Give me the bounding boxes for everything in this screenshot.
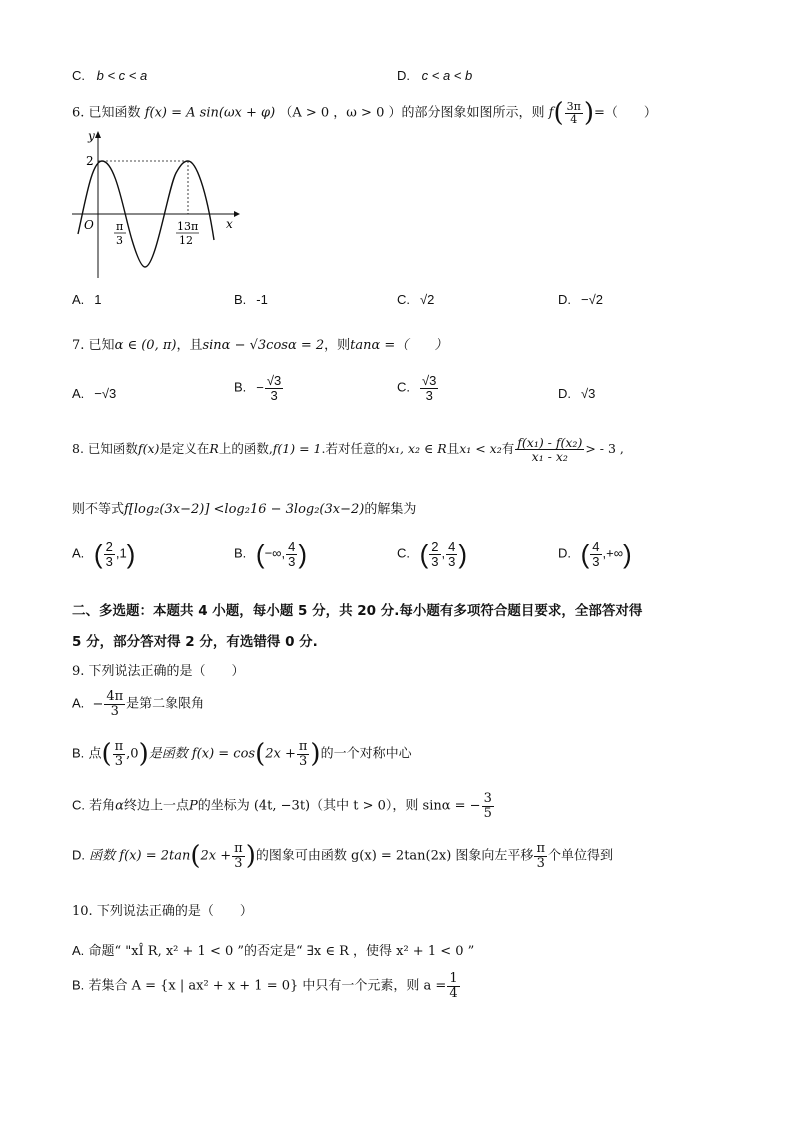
option-label: A.: [72, 695, 85, 711]
stem-text: 的解集为: [364, 502, 417, 517]
q7-option-a: [72, 386, 116, 401]
condition-text: （A > 0 ，ω > 0 ）的部分图象如图所示，则: [279, 105, 545, 121]
x-axis-label: x: [226, 217, 233, 231]
q9-stem: [72, 660, 245, 679]
stem-text: 下列说法正确的是（ ）: [88, 664, 245, 679]
option-denominator: 3: [105, 553, 113, 569]
option-denominator: 3: [425, 387, 433, 403]
option-numerator: 4: [592, 539, 600, 554]
option-text: √3: [581, 386, 596, 401]
option-text: ,1: [115, 545, 127, 561]
tick-13pi-12-denominator: 12: [179, 234, 193, 247]
option-numerator: 4: [448, 539, 456, 554]
option-denominator: 3: [299, 753, 308, 769]
option-label: D.: [558, 386, 571, 401]
tick-pi-3-denominator: 3: [116, 234, 123, 247]
q10-stem: [72, 900, 253, 919]
stem-text: 下列说法正确的是（ ）: [96, 904, 253, 919]
option-text: 终边上一点: [123, 798, 189, 814]
option-math: 是函数 f(x) = cos: [148, 746, 256, 762]
option-text: −∞,: [264, 545, 286, 561]
sine-graph: [68, 128, 240, 280]
option-text: 若角: [89, 798, 116, 814]
option-numerator: 4: [288, 539, 296, 554]
q8-stem-line2: [72, 498, 416, 517]
y-axis-arrow-icon: [95, 131, 101, 138]
option-label: C.: [72, 797, 85, 813]
option-denominator: 3: [448, 553, 456, 569]
function-expression: f(x) = A sin(ωx + φ): [144, 105, 276, 121]
tick-pi-3-numerator: π: [116, 220, 124, 233]
option-label: A.: [72, 386, 85, 401]
q9-option-a: [72, 690, 204, 718]
option-denominator: 4: [449, 985, 458, 1001]
question-number: 9.: [72, 664, 85, 679]
max-value-label: 2: [86, 154, 94, 168]
option-numerator: π: [536, 841, 545, 856]
q8-option-c: C. ( $\frac{2}{3}$ , $\frac{4}{3}$ ): [397, 539, 468, 570]
option-text: ,+∞: [602, 545, 624, 561]
option-text: 若集合 A = {x | ax² + x + 1 = 0} 中只有一个元素，则 a =: [88, 978, 447, 994]
option-label: C.: [397, 292, 410, 307]
option-math: 2x +: [200, 848, 232, 864]
q6-option-c: [397, 292, 434, 307]
option-numerator: π: [234, 841, 243, 856]
q10-option-b: [72, 972, 461, 1000]
option-label: B.: [234, 379, 247, 395]
option-label: B.: [234, 545, 247, 561]
y-axis-label: y: [88, 129, 95, 143]
option-denominator: 3: [110, 703, 119, 719]
option-denominator: 3: [536, 855, 545, 871]
inequality-expression: f[log₂(3x−2)] <log₂16 − 3log₂(3x−2): [124, 502, 365, 517]
q7-option-d: [558, 386, 595, 401]
option-denominator: 5: [483, 805, 492, 821]
stem-text: .若对任意的: [321, 441, 388, 457]
question-number: 7.: [72, 338, 85, 353]
stem-math: α ∈ (0, π): [114, 338, 177, 353]
option-denominator: 3: [288, 553, 296, 569]
difference-quotient-numerator: f(x₁) - f(x₂): [517, 435, 583, 450]
section-heading-line2: 5 分，部分答对得 2 分，有选错得 0 分.: [72, 634, 318, 650]
option-label: B.: [72, 977, 85, 993]
tick-13pi-12-numerator: 13π: [177, 220, 199, 233]
x-axis-arrow-icon: [234, 211, 240, 217]
q5-option-c: [72, 68, 147, 83]
stem-math: tanα =（ ）: [350, 338, 448, 353]
q9-option-d: D. 函数 f(x) = 2tan(2x + $\frac{\pi}{3}$ )的图象可由函数 g(x) = 2tan(2x) 图象向左平移 $\frac{\pi}{3}$ 个单位得到: [72, 841, 613, 872]
q6-option-d: [558, 292, 603, 307]
q8-stem-line1: [72, 436, 624, 463]
option-label: C.: [72, 68, 85, 83]
option-sign: −: [256, 379, 264, 395]
option-label: D.: [397, 68, 410, 83]
stem-math: sinα − √3cosα = 2: [202, 338, 325, 353]
stem-math: x₁, x₂ ∈ R: [388, 441, 447, 457]
stem-text: 已知: [88, 338, 115, 353]
stem-text: 且: [446, 441, 460, 457]
option-numerator: 3: [483, 791, 492, 806]
ask-tail: =（ ）: [593, 105, 657, 121]
option-text: 是第二象限角: [126, 696, 205, 712]
option-label: A.: [72, 545, 85, 561]
option-numerator: π: [298, 739, 308, 754]
option-numerator: 2: [431, 539, 439, 554]
option-label: D.: [558, 292, 571, 307]
difference-quotient-denominator: x₁ - x₂: [531, 449, 568, 465]
stem-text: 则不等式: [72, 502, 125, 517]
option-label: A.: [72, 292, 85, 307]
origin-label: O: [84, 218, 94, 232]
stem-text: 是定义在: [159, 441, 210, 457]
option-label: B.: [234, 292, 247, 307]
question-number: 8.: [72, 441, 84, 457]
stem-text: 上的函数,: [218, 441, 273, 457]
section-heading-line1: 二、多选题：本题共 4 小题，每小题 5 分，共 20 分.每小题有多项符合题目要求，全部答对得: [72, 603, 643, 619]
option-text: b < c < a: [96, 68, 148, 83]
q7-option-b: [234, 374, 284, 402]
option-label: D.: [558, 545, 571, 561]
option-sign: −: [92, 696, 104, 712]
option-text: 的一个对称中心: [320, 746, 412, 762]
option-label: D.: [72, 847, 85, 863]
option-numerator: 2: [105, 539, 113, 554]
option-text: 1: [94, 292, 102, 307]
option-text: 的图象可由函数 g(x) = 2tan(2x) 图象向左平移: [255, 848, 534, 864]
option-denominator: 3: [114, 753, 124, 769]
stem-math: R: [209, 441, 219, 457]
option-numerator: √3: [266, 373, 282, 388]
q9-option-b: B. 点( $\frac{\pi}{3}$ ,0)是函数 f(x) = cos(2x + $\frac{\pi}{3}$ )的一个对称中心: [72, 739, 412, 770]
question-number: 6.: [72, 105, 85, 121]
option-text: 点: [88, 746, 102, 762]
q6-stem: 6. 已知函数 f(x) = A sin(ωx + φ) （A > 0 ，ω > 0 ）的部分图象如图所示，则 f( $\frac{3\pi}{4}$ )=（ ）: [72, 98, 657, 128]
stem-text: 已知函数: [88, 105, 141, 121]
option-numerator: 1: [449, 971, 458, 986]
option-text: ,0: [126, 746, 139, 762]
stem-math: f(x): [137, 441, 160, 457]
stem-math: > - 3 ,: [585, 441, 624, 457]
stem-text: ，则: [324, 338, 351, 353]
option-text: ,: [441, 545, 446, 561]
q7-stem: [72, 334, 447, 353]
q6-option-a: [72, 292, 102, 307]
ask-func: f: [548, 105, 554, 121]
option-numerator: π: [114, 739, 124, 754]
stem-text: 已知函数: [87, 441, 138, 457]
option-text: 命题“ "xÎ R, x² + 1 < 0 ”的否定是“ ∃x ∈ R ，使得 x² + 1 < 0 ”: [88, 944, 475, 959]
option-text: 的坐标为 (4t, −3t)（其中 t > 0），则 sinα = −: [197, 798, 481, 814]
option-denominator: 3: [234, 855, 243, 871]
question-number: 10.: [72, 904, 93, 919]
stem-math: f(1) = 1: [272, 441, 322, 457]
q5-option-d: [397, 68, 472, 83]
q8-option-b: B. (−∞, $\frac{4}{3}$ ): [234, 539, 307, 570]
stem-math: x₁ < x₂: [459, 441, 502, 457]
option-math: 函数 f(x) = 2tan: [89, 848, 191, 864]
q10-option-a: [72, 940, 474, 959]
option-denominator: 3: [270, 387, 278, 403]
q8-option-d: D. ( $\frac{4}{3}$ ,+∞): [558, 539, 632, 570]
q9-option-c: [72, 792, 495, 820]
option-text: 个单位得到: [547, 848, 613, 864]
option-label: C.: [397, 545, 410, 561]
stem-text: 有: [501, 441, 515, 457]
option-text: c < a < b: [421, 68, 473, 83]
option-numerator: 4π: [106, 689, 124, 704]
q6-option-b: [234, 292, 268, 307]
option-numerator: √3: [422, 373, 437, 388]
option-label: C.: [397, 379, 410, 395]
option-text: −√3: [94, 386, 117, 401]
stem-text: ，且: [176, 338, 203, 353]
option-math: 2x +: [265, 746, 296, 762]
ask-numerator: 3π: [566, 99, 581, 113]
option-denominator: 3: [592, 553, 600, 569]
option-denominator: 3: [431, 553, 439, 569]
option-text: −√2: [581, 292, 603, 307]
q7-option-c: [397, 374, 439, 402]
option-text: √2: [420, 292, 435, 307]
option-label: A.: [72, 943, 85, 958]
ask-denominator: 4: [570, 112, 578, 126]
option-math: α: [115, 798, 124, 814]
option-math: P: [188, 798, 198, 814]
q8-option-a: A. ( $\frac{2}{3}$ ,1): [72, 539, 136, 570]
option-text: -1: [256, 292, 268, 307]
option-label: B.: [72, 745, 85, 761]
